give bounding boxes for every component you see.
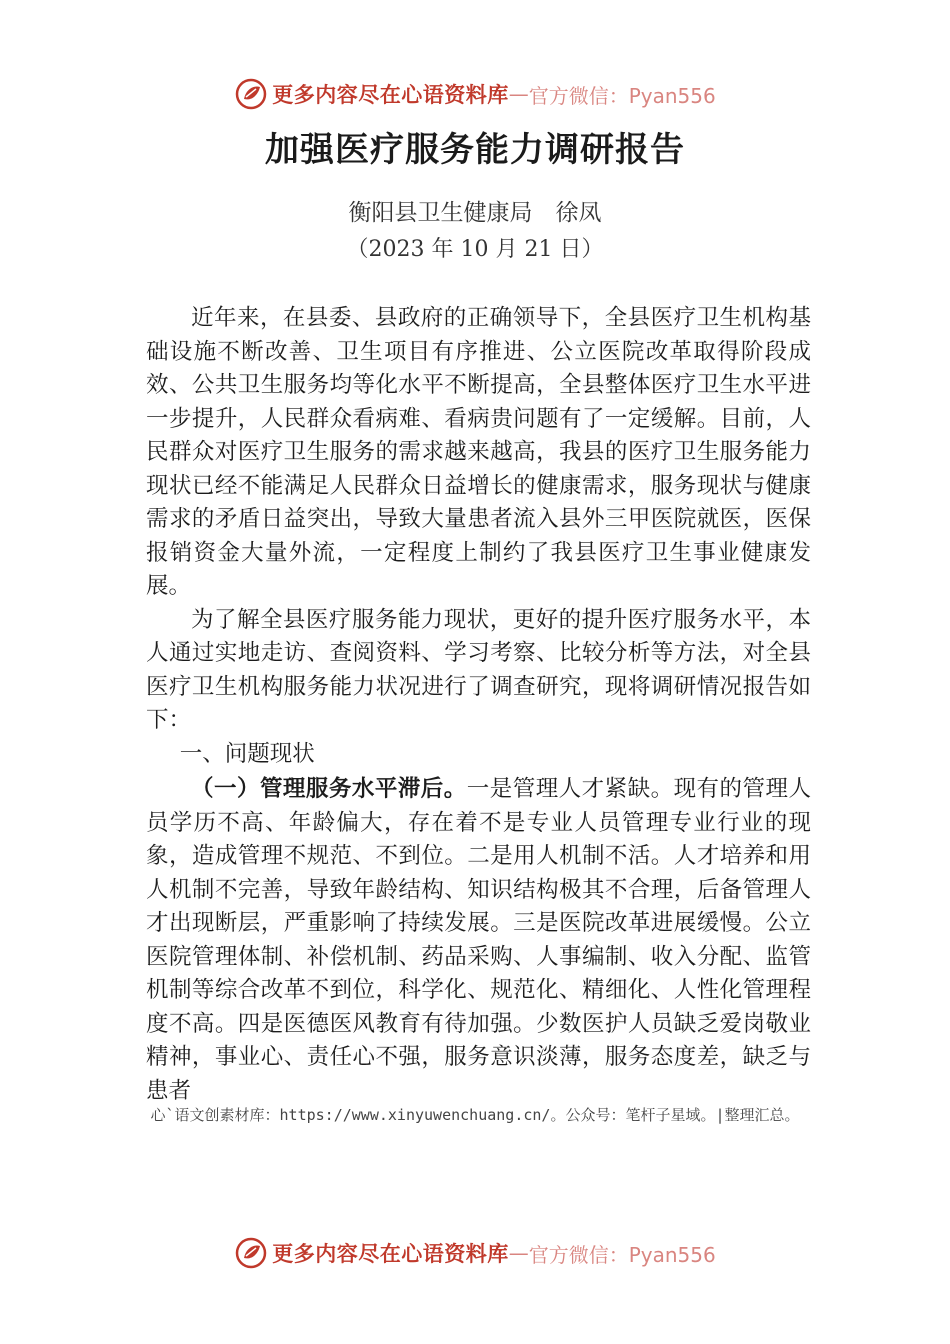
leaf-logo-icon [234,77,268,111]
source-note: 心`语文创素材库：https://www.xinyuwenchuang.cn/。公众号：笔杆子星域。|整理汇总。 [150,1106,800,1124]
footer-banner [0,1233,950,1273]
document-date: （2023 年 10 月 21 日） [346,237,604,262]
subsection-heading: （一）管理服务水平滞后。 [191,776,467,802]
document-title: 加强医疗服务能力调研报告 [265,130,685,170]
document-author: 衡阳县卫生健康局 徐凤 [348,200,602,226]
banner-separator: — [508,1241,529,1265]
banner-contact: 官方微信：Pyan556 [528,1242,716,1267]
leaf-logo-icon [234,1236,268,1270]
header-banner [0,74,950,114]
banner-separator: — [508,82,529,106]
banner-brand: 更多内容尽在心语资料库 [272,83,509,107]
purpose-paragraph: 为了解全县医疗服务能力现状，更好的提升医疗服务水平，本人通过实地走访、查阅资料、学习考察、比较分析等方法，对全县医疗卫生机构服务能力状况进行了调查研究，现将调研情况报告如下： [146,606,811,733]
subsection-text: 一是管理人才紧缺。现有的管理人员学历不高、年龄偏大，存在着不是专业人员管理专业行业的现象，造成管理不规范、不到位。二是用人机制不活。人才培养和用人机制不完善，导致年龄结构、知识结构极其不合理，后备管理人才出现断层，严重影响了持续发展。三是医院改革进展缓慢。公立医院管理体制、补偿机制、药品采购、人事编制、收入分配、监管机制等综合改革不到位，科学化、规范化、精细化、人性化管理程度不高。四是医德医风教育有待加强。少数医护人员缺乏爱岗敬业精神，事业心、责任心不强，服务意识淡薄，服务态度差，缺乏与患者 [146,776,811,1104]
section-heading: 一、问题现状 [179,740,315,767]
subsection-paragraph [146,773,811,1108]
banner-brand: 更多内容尽在心语资料库 [272,1242,509,1266]
intro-paragraph: 近年来，在县委、县政府的正确领导下，全县医疗卫生机构基础设施不断改善、卫生项目有序推进、公立医院改革取得阶段成效、公共卫生服务均等化水平不断提高，全县整体医疗卫生水平进一步提升，人民群众看病难、看病贵问题有了一定缓解。目前，人民群众对医疗卫生服务的需求越来越高，我县的医疗卫生服务能力现状已经不能满足人民群众日益增长的健康需求，服务现状与健康需求的矛盾日益突出，导致大量患者流入县外三甲医院就医，医保报销资金大量外流，一定程度上制约了我县医疗卫生事业健康发展。 [146,305,811,599]
document-body [146,302,811,1108]
banner-contact: 官方微信：Pyan556 [528,83,716,108]
